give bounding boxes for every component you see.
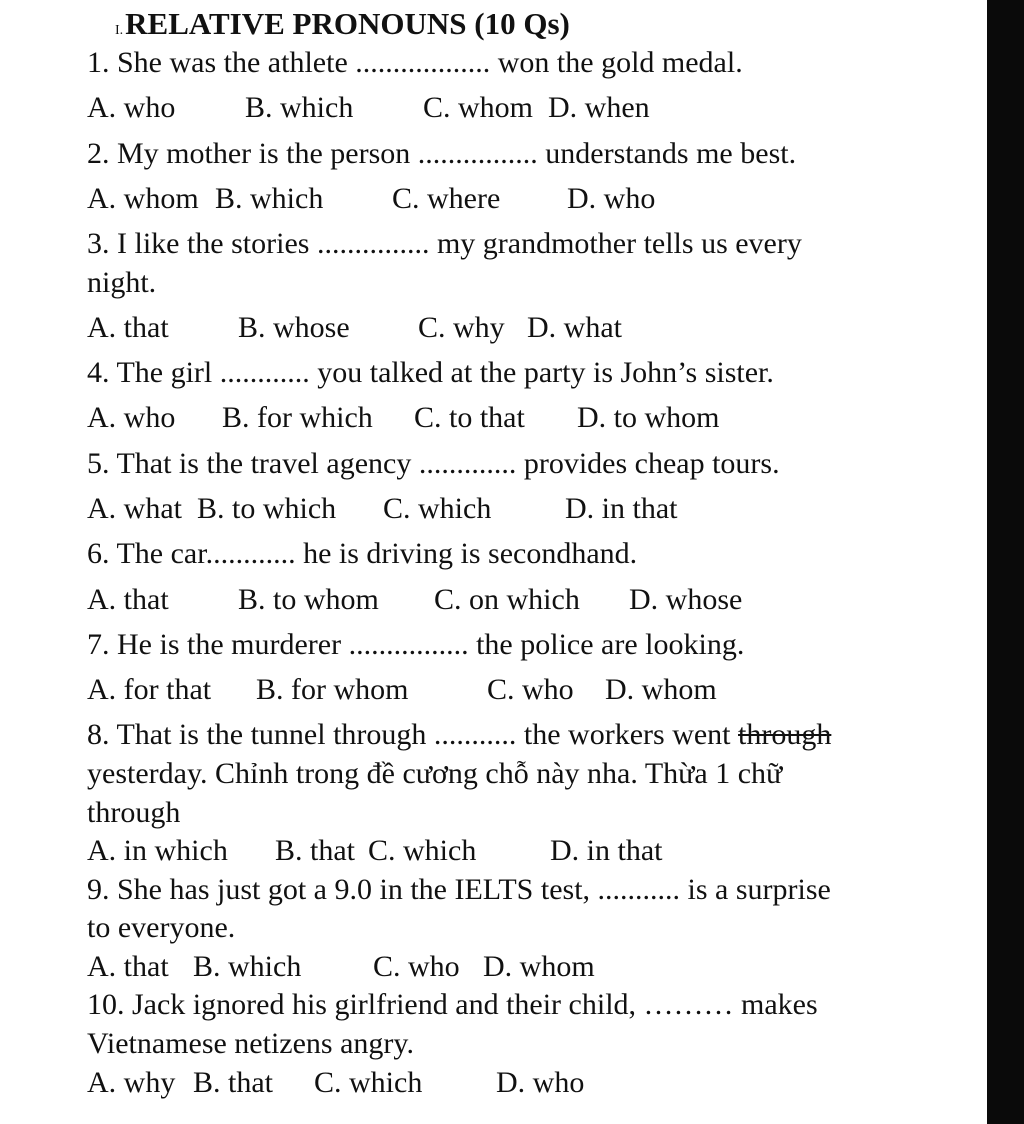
q3-option-b: B. whose — [238, 311, 350, 344]
q7-option-a: A. for that — [87, 673, 212, 706]
right-edge-dark-bar — [987, 0, 1024, 1124]
question-2-stem: 2. My mother is the person ................ understands me best. — [87, 137, 797, 170]
q1-option-a: A. who — [87, 91, 176, 124]
q5-option-b: B. to which — [197, 492, 337, 525]
q8-option-c: C. which — [368, 834, 477, 867]
q3-option-d: D. what — [527, 311, 622, 344]
q8-option-d: D. in that — [550, 834, 663, 867]
q3-option-a: A. that — [87, 311, 169, 344]
question-8-stem-line3: through — [87, 796, 181, 829]
q7-option-b: B. for whom — [256, 673, 409, 706]
question-7-stem: 7. He is the murderer ................ the police are looking. — [87, 628, 745, 661]
q8-option-b: B. that — [275, 834, 355, 867]
q1-option-c: C. whom — [423, 91, 534, 124]
q5-option-d: D. in that — [565, 492, 678, 525]
q4-option-a: A. who — [87, 401, 176, 434]
q5-option-c: C. which — [383, 492, 492, 525]
q7-option-c: C. who — [487, 673, 574, 706]
question-1-stem: 1. She was the athlete .................. won the gold medal. — [87, 46, 743, 79]
question-9-stem-line1: 9. She has just got a 9.0 in the IELTS test, ........... is a surprise — [87, 873, 831, 906]
q9-option-b: B. which — [193, 950, 302, 983]
q8-option-a: A. in which — [87, 834, 228, 867]
q10-option-a: A. why — [87, 1066, 176, 1099]
section-number: I. — [115, 23, 124, 38]
q6-option-d: D. whose — [629, 583, 743, 616]
q9-option-c: C. who — [373, 950, 460, 983]
q5-option-a: A. what — [87, 492, 182, 525]
question-3-stem-line1: 3. I like the stories ............... my grandmother tells us every — [87, 227, 802, 260]
question-8-stem-line1 — [87, 718, 831, 752]
section-heading — [115, 6, 570, 49]
q4-option-c: C. to that — [414, 401, 525, 434]
question-9-stem-line2: to everyone. — [87, 911, 236, 944]
question-10-stem-line2: Vietnamese netizens angry. — [87, 1027, 414, 1060]
q2-option-d: D. who — [567, 182, 656, 215]
q10-option-c: C. which — [314, 1066, 423, 1099]
question-3-stem-line2: night. — [87, 266, 157, 299]
q7-option-d: D. whom — [605, 673, 717, 706]
q4-option-d: D. to whom — [577, 401, 720, 434]
q8-struck-word: through — [738, 718, 832, 751]
q8-stem-text: 8. That is the tunnel through ........... the workers went — [87, 718, 739, 751]
q2-option-b: B. which — [215, 182, 324, 215]
q4-option-b: B. for which — [222, 401, 373, 434]
q10-option-b: B. that — [193, 1066, 273, 1099]
q2-option-a: A. whom — [87, 182, 199, 215]
q6-option-a: A. that — [87, 583, 169, 616]
q1-option-b: B. which — [245, 91, 354, 124]
q9-option-a: A. that — [87, 950, 169, 983]
section-title: RELATIVE PRONOUNS (10 Qs) — [125, 6, 570, 41]
question-5-stem: 5. That is the travel agency ............. provides cheap tours. — [87, 447, 780, 480]
q10-option-d: D. who — [496, 1066, 585, 1099]
q6-option-b: B. to whom — [238, 583, 379, 616]
question-6-stem: 6. The car............ he is driving is secondhand. — [87, 537, 638, 570]
q3-option-c: C. why — [418, 311, 505, 344]
q2-option-c: C. where — [392, 182, 501, 215]
q9-option-d: D. whom — [483, 950, 595, 983]
q6-option-c: C. on which — [434, 583, 580, 616]
question-10-stem-line1: 10. Jack ignored his girlfriend and their child, ……… makes — [87, 988, 818, 1021]
question-4-stem: 4. The girl ............ you talked at the party is John’s sister. — [87, 356, 774, 389]
q1-option-d: D. when — [548, 91, 650, 124]
question-8-stem-line2: yesterday. Chỉnh trong đề cương chỗ này nha. Thừa 1 chữ — [87, 757, 783, 790]
